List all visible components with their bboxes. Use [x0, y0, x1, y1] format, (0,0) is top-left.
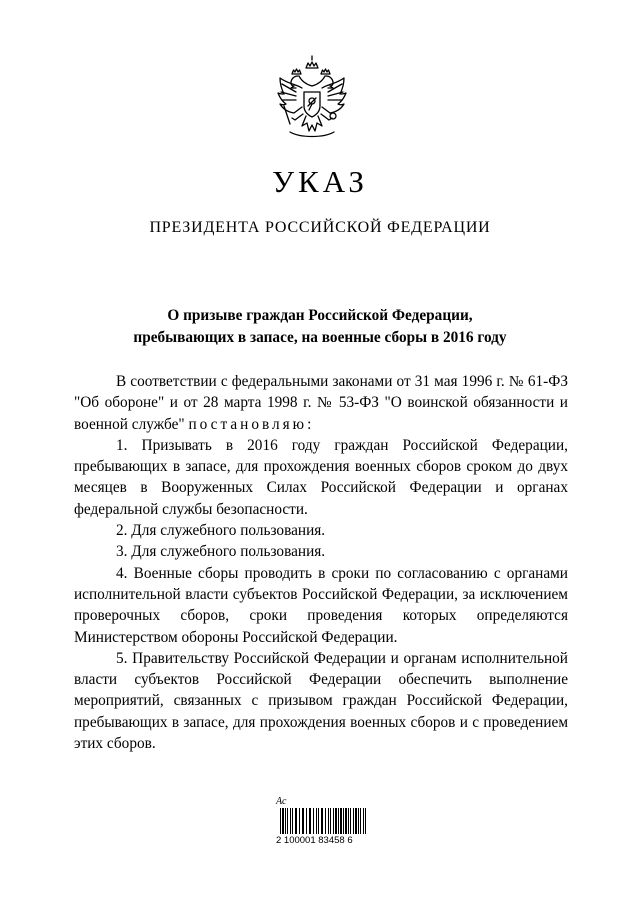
double-headed-eagle-icon	[270, 54, 354, 144]
barcode-bar	[328, 808, 329, 834]
barcode-bar	[313, 808, 314, 834]
barcode-icon	[280, 808, 368, 834]
barcode-bar	[330, 808, 331, 834]
barcode-bar	[316, 808, 317, 834]
barcode-bar	[345, 808, 347, 834]
document-body	[74, 371, 568, 754]
barcode-bar	[306, 808, 307, 834]
barcode-bar	[292, 808, 293, 834]
item-1: 1. Призывать в 2016 году граждан Российской Федерации, пребывающих в запасе, для прохождения военных сборов сроком до двух месяцев в Вооруженных Силах Российской Федерации и органах федеральной службы безопасности.	[74, 436, 568, 518]
barcode-bar	[353, 808, 354, 834]
preamble-keyword: постановляю:	[188, 415, 315, 433]
barcode-bar	[350, 808, 351, 834]
barcode-bar	[290, 808, 291, 834]
barcode-bar	[282, 808, 284, 834]
item-3: 3. Для служебного пользования.	[116, 543, 326, 561]
item-2: 2. Для служебного пользования.	[116, 522, 326, 540]
barcode-bar	[365, 808, 366, 834]
document-heading	[64, 305, 576, 349]
barcode-bar	[309, 808, 311, 834]
barcode-bar	[360, 808, 361, 834]
document-title: УКАЗ	[272, 164, 368, 199]
item-5: 5. Правительству Российской Федерации и органам исполнительной власти субъектов Российской Федерации обеспечить выполнение мероприятий, связанных с призывом граждан Российской Федерации, пребывающих в запасе, для прохождения военных сборов и с проведением этих сборов.	[74, 649, 568, 753]
document-subtitle: ПРЕЗИДЕНТА РОССИЙСКОЙ ФЕДЕРАЦИИ	[149, 219, 491, 236]
item-4: 4. Военные сборы проводить в сроки по согласованию с органами исполнительной власти субъектов Российской Федерации, за исключением проверочных сборов, сроки проведения которых определяются Министерством обороны Российской Федерации.	[74, 564, 568, 646]
barcode-bar	[325, 808, 326, 834]
heading-line-2: пребывающих в запасе, на военные сборы в 2016 году	[133, 329, 507, 346]
barcode-bar	[338, 808, 339, 834]
barcode-bar	[333, 808, 334, 834]
heading-line-1: О призыве граждан Российской Федерации,	[167, 307, 473, 324]
barcode-bar	[335, 808, 337, 834]
barcode-bar	[343, 808, 344, 834]
preamble-paragraph	[74, 371, 568, 435]
barcode-mark: Ас	[276, 796, 287, 807]
preamble-text: В соответствии с федеральными законами от 31 мая 1996 г. № 61-ФЗ "Об обороне" и от 28 марта 1998 г. № 53-ФЗ "О воинской обязанности и военной службе"	[74, 373, 568, 433]
barcode-bar	[295, 808, 297, 834]
barcode-bar	[348, 808, 349, 834]
barcode-bar	[280, 808, 281, 834]
barcode-bar	[285, 808, 286, 834]
barcode-bar	[287, 808, 288, 834]
barcode-bar	[321, 808, 323, 834]
barcode-block	[276, 796, 372, 856]
barcode-bar	[358, 808, 359, 834]
barcode-bar	[340, 808, 342, 834]
barcode-number: 2 100001 83458 6	[276, 835, 353, 846]
barcode-bar	[299, 808, 300, 834]
barcode-bar	[318, 808, 319, 834]
barcode-bar	[355, 808, 357, 834]
barcode-bar	[363, 808, 364, 834]
barcode-bar	[302, 808, 304, 834]
